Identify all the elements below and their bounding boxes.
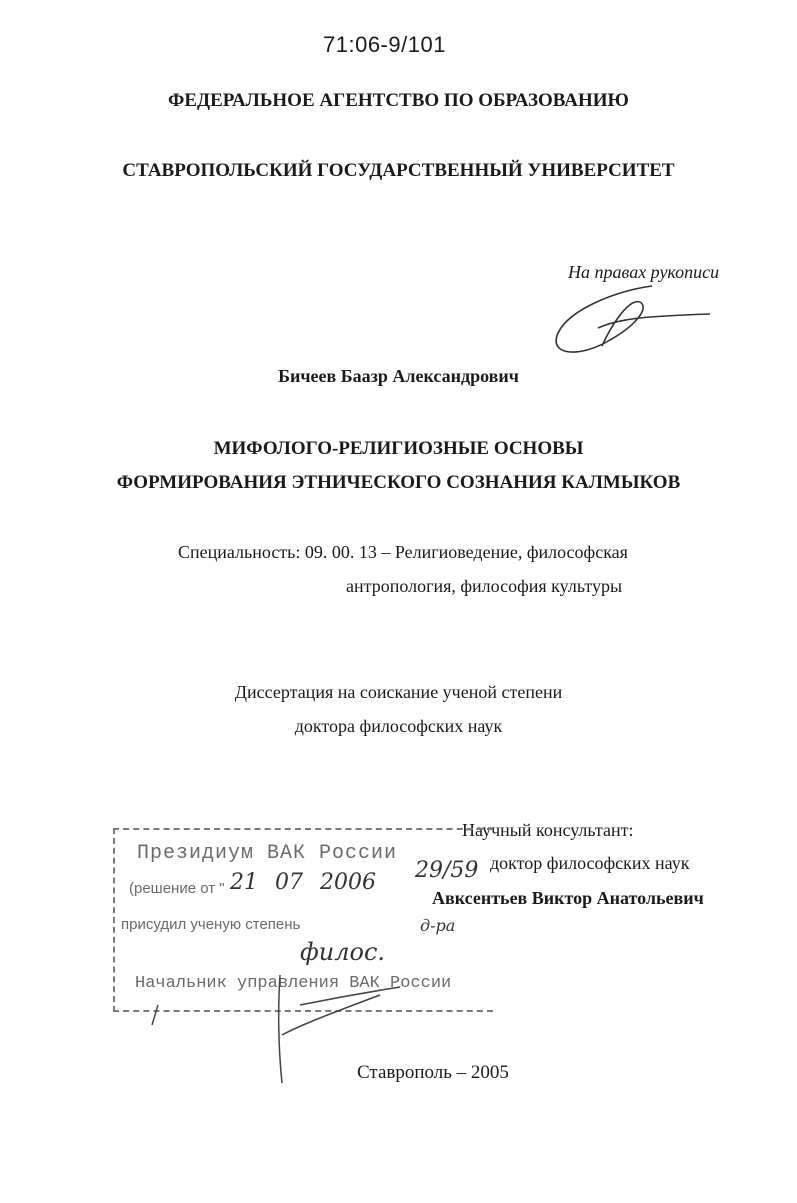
specialty-line-2: антропология, философия культуры bbox=[346, 576, 623, 596]
city-year: Ставрополь – 2005 bbox=[357, 1062, 509, 1083]
stamp-decision: (решение от " bbox=[129, 880, 225, 897]
title-line-2: ФОРМИРОВАНИЯ ЭТНИЧЕСКОГО СОЗНАНИЯ КАЛМЫКОВ bbox=[116, 472, 681, 493]
rights-note: На правах рукописи bbox=[568, 262, 720, 282]
consultant-label: Научный консультант: bbox=[462, 820, 634, 840]
dissertation-line-2: доктора философских наук bbox=[294, 716, 503, 736]
stamp-head: Начальник управления ВАК России bbox=[135, 974, 452, 993]
stamp-month: 07 bbox=[275, 870, 303, 895]
consultant-degree: доктор философских наук bbox=[490, 853, 690, 873]
specialty-line-1: Специальность: 09. 00. 13 – Религиоведение, философская bbox=[178, 542, 628, 562]
signature-icon bbox=[540, 278, 730, 368]
dissertation-line-1: Диссертация на соискание ученой степени bbox=[234, 682, 563, 702]
stamp-degree: д-ра bbox=[420, 916, 456, 935]
title-line-1: МИФОЛОГО-РЕЛИГИОЗНЫЕ ОСНОВЫ bbox=[213, 438, 584, 459]
university-name: СТАВРОПОЛЬСКИЙ ГОСУДАРСТВЕННЫЙ УНИВЕРСИТЕТ bbox=[122, 160, 675, 181]
author-name: Бичеев Баазр Александрович bbox=[278, 366, 519, 386]
stamp-day: 21 bbox=[230, 870, 258, 895]
agency-name: ФЕДЕРАЛЬНОЕ АГЕНТСТВО ПО ОБРАЗОВАНИЮ bbox=[168, 90, 629, 111]
stamp-awarded: присудил ученую степень bbox=[121, 916, 301, 933]
consultant-name: Авксентьев Виктор Анатольевич bbox=[432, 888, 704, 908]
catalog-number: 71:06-9/101 bbox=[323, 32, 446, 57]
stamp-year: 2006 bbox=[320, 870, 376, 895]
stamp-number: 29/59 bbox=[415, 858, 479, 883]
stamp-presidium: Президиум ВАК России bbox=[137, 842, 398, 865]
stamp-field: филос. bbox=[300, 938, 386, 966]
